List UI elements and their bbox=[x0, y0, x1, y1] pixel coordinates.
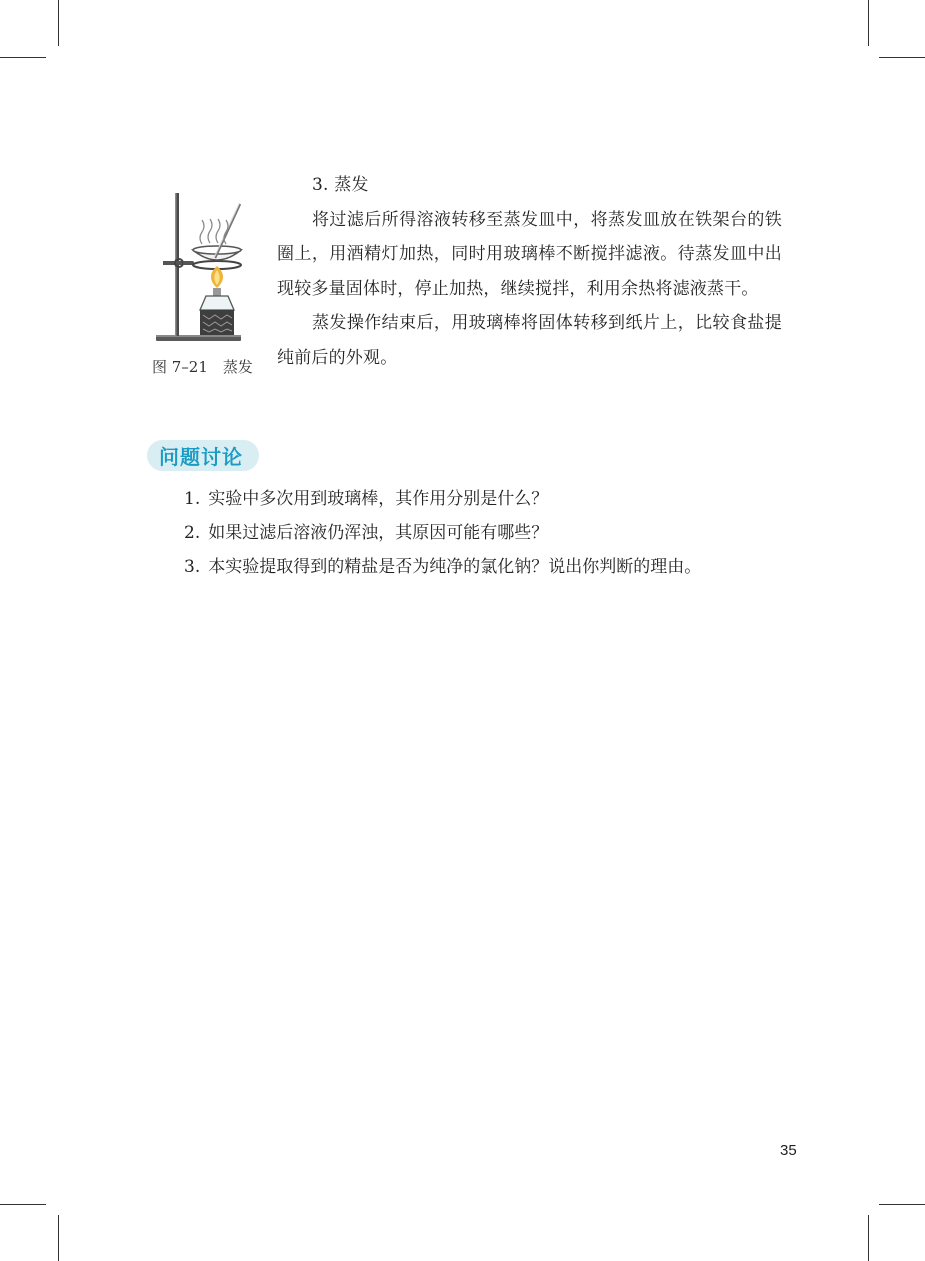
evaporation-apparatus-icon bbox=[150, 188, 265, 350]
paragraph: 将过滤后所得溶液转移至蒸发皿中，将蒸发皿放在铁架台的铁圈上，用酒精灯加热，同时用玻璃棒不断搅拌滤液。待蒸发皿中出现较多量固体时，停止加热，继续搅拌，利用余热将滤液蒸干。 bbox=[277, 209, 782, 299]
crop-mark bbox=[879, 57, 925, 58]
crop-mark bbox=[879, 1204, 925, 1205]
question-text: 如果过滤后溶液仍浑浊，其原因可能有哪些？ bbox=[208, 523, 549, 543]
crop-mark bbox=[0, 1204, 46, 1205]
list-item bbox=[184, 550, 804, 584]
list-item bbox=[184, 516, 804, 550]
crop-mark bbox=[58, 0, 59, 46]
question-text: 本实验提取得到的精盐是否为纯净的氯化钠？说出你判断的理由。 bbox=[208, 557, 702, 577]
question-list bbox=[184, 482, 804, 584]
figure-caption: 图 7–21 蒸发 bbox=[152, 358, 253, 376]
page-number: 35 bbox=[780, 1142, 797, 1159]
crop-mark bbox=[58, 1215, 59, 1261]
evaporation-section bbox=[277, 168, 782, 375]
section-heading: 3. 蒸发 bbox=[312, 175, 369, 195]
evaporation-figure bbox=[150, 188, 265, 350]
discussion-badge bbox=[147, 440, 259, 471]
discussion-title: 问题讨论 bbox=[159, 445, 243, 469]
question-number: 1. bbox=[184, 489, 201, 509]
paragraph: 蒸发操作结束后，用玻璃棒将固体转移到纸片上，比较食盐提纯前后的外观。 bbox=[277, 313, 782, 368]
list-item bbox=[184, 482, 804, 516]
question-number: 3. bbox=[184, 557, 201, 577]
question-text: 实验中多次用到玻璃棒，其作用分别是什么？ bbox=[208, 489, 549, 509]
crop-mark bbox=[0, 57, 46, 58]
crop-mark bbox=[868, 0, 869, 46]
question-number: 2. bbox=[184, 523, 201, 543]
crop-mark bbox=[868, 1215, 869, 1261]
